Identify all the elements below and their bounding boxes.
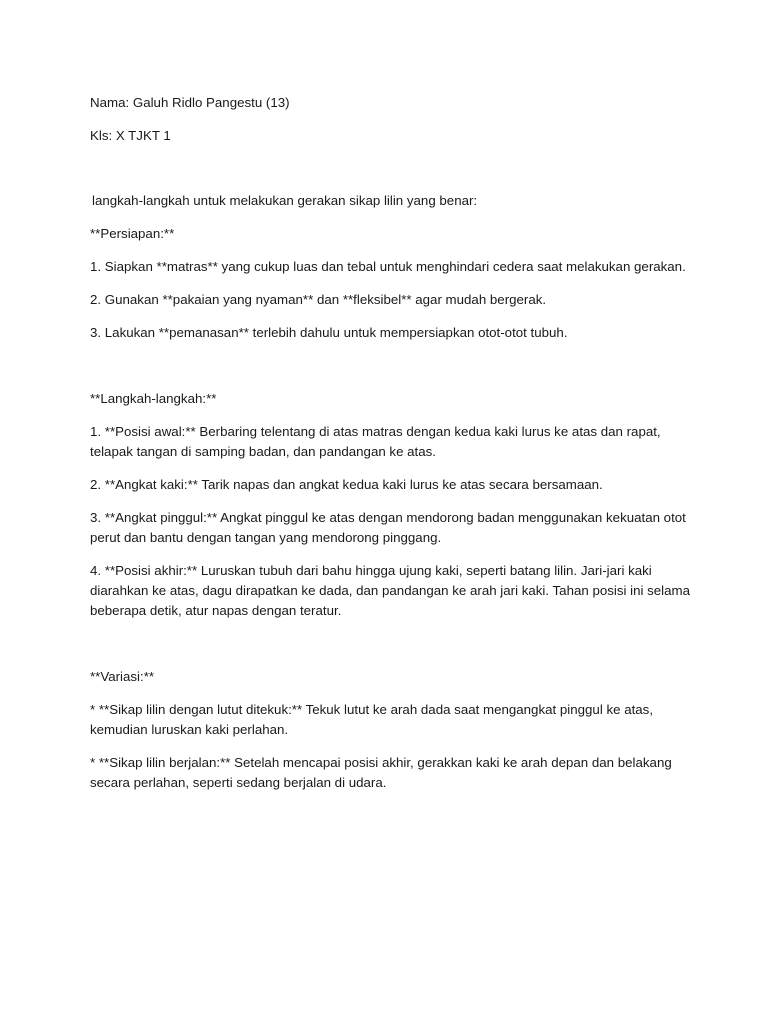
persiapan-item-3: 3. Lakukan **pemanasan** terlebih dahulu untuk mempersiapkan otot-otot tubuh.: [90, 325, 568, 340]
langkah-item-3: 3. **Angkat pinggul:** Angkat pinggul ke atas dengan mendorong badan menggunakan kekuatan otot perut dan bantu dengan tangan yang mendorong pinggang.: [90, 510, 686, 545]
langkah-item-2: 2. **Angkat kaki:** Tarik napas dan angkat kedua kaki lurus ke atas secara bersamaan.: [90, 477, 603, 492]
langkah-item-4: 4. **Posisi akhir:** Luruskan tubuh dari bahu hingga ujung kaki, seperti batang lilin. Jari-jari kaki diarahkan ke atas, dagu dirapatkan ke dada, dan pandangan ke arah jari kaki. Tahan posisi ini selama beberapa detik, atur napas dengan teratur.: [90, 563, 690, 618]
student-name-line: Nama: Galuh Ridlo Pangestu (13): [90, 95, 290, 110]
section-title-variasi: **Variasi:**: [90, 669, 155, 684]
student-class-line: Kls: X TJKT 1: [90, 128, 171, 143]
section-title-persiapan: **Persiapan:**: [90, 226, 175, 241]
persiapan-item-1: 1. Siapkan **matras** yang cukup luas dan tebal untuk menghindari cedera saat melakukan gerakan.: [90, 259, 686, 274]
persiapan-item-2: 2. Gunakan **pakaian yang nyaman** dan **fleksibel** agar mudah bergerak.: [90, 292, 547, 307]
intro-line: langkah-langkah untuk melakukan gerakan sikap lilin yang benar:: [92, 193, 478, 208]
variasi-item-1: * **Sikap lilin dengan lutut ditekuk:** Tekuk lutut ke arah dada saat mengangkat pinggul ke atas, kemudian luruskan kaki perlahan.: [90, 702, 654, 737]
langkah-item-1: 1. **Posisi awal:** Berbaring telentang di atas matras dengan kedua kaki lurus ke atas dan rapat, telapak tangan di samping badan, dan pandangan ke atas.: [90, 424, 661, 459]
section-title-langkah: **Langkah-langkah:**: [90, 391, 217, 406]
variasi-item-2: * **Sikap lilin berjalan:** Setelah mencapai posisi akhir, gerakkan kaki ke arah depan dan belakang secara perlahan, seperti sedang berjalan di udara.: [90, 755, 672, 790]
document-body: [90, 93, 690, 806]
